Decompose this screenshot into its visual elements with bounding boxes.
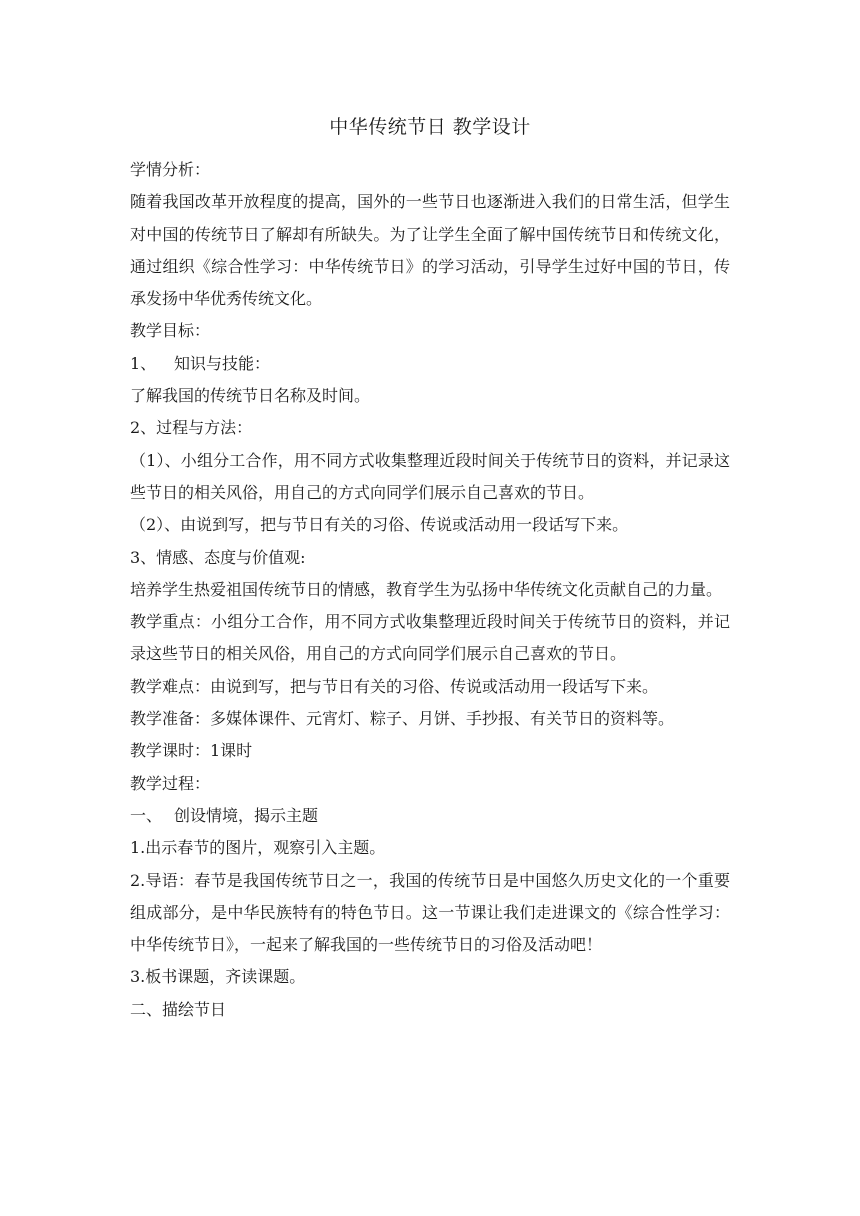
document-body — [130, 154, 730, 1026]
goals-heading: 教学目标： — [130, 321, 211, 341]
preparation-paragraph: 教学准备：多媒体课件、元宵灯、粽子、月饼、手抄报、有关节日的资料等。 — [130, 709, 675, 729]
goal-2-heading: 2、过程与方法： — [130, 418, 253, 438]
document-title: 中华传统节日 教学设计 — [329, 116, 531, 138]
step-1-item-2: 2.导语：春节是我国传统节日之一，我国的传统节日是中国悠久历史文化的一个重要组成部分，是中华民族特有的特色节日。这一节课让我们走进课文的《综合性学习：中华传统节日》，一起来了解我国的一些传统节日的习俗及活动吧！ — [130, 870, 730, 955]
step-1-item-3: 3.板书课题，齐读课题。 — [130, 967, 306, 987]
process-heading: 教学过程： — [130, 773, 211, 793]
step-1-heading — [130, 800, 730, 832]
goal-2-item-2: （2）、由说到写，把与节日有关的习俗、传说或活动用一段话写下来。 — [130, 515, 629, 535]
step-2-heading: 二、描绘节日 — [130, 999, 227, 1019]
step-1-item-1: 1.出示春节的图片，观察引入主题。 — [130, 838, 386, 858]
goal-1-number: 1、 — [130, 353, 157, 373]
goal-3-paragraph: 培养学生热爱祖国传统节日的情感，教育学生为弘扬中华传统文化贡献自己的力量。 — [130, 579, 723, 599]
step-1-number: 一、 — [130, 805, 163, 825]
goal-3-heading: 3、情感、态度与价值观: — [130, 547, 306, 567]
goal-1-heading — [130, 348, 730, 380]
situation-paragraph: 随着我国改革开放程度的提高，国外的一些节日也逐渐进入我们的日常生活，但学生对中国的传统节日了解却有所缺失。为了让学生全面了解中国传统节日和传统文化，通过组织《综合性学习：中华传统节日》的学习活动，引导学生过好中国的节日，传承发扬中华优秀传统文化。 — [130, 192, 730, 309]
hours-paragraph: 教学课时：1课时 — [130, 741, 253, 761]
key-points-paragraph: 教学重点：小组分工合作，用不同方式收集整理近段时间关于传统节日的资料，并记录这些节日的相关风俗，用自己的方式向同学们展示自己喜欢的节日。 — [130, 612, 730, 664]
goal-1-label: 知识与技能： — [174, 353, 271, 373]
step-1-label: 创设情境，揭示主题 — [174, 805, 319, 825]
goal-1-paragraph: 了解我国的传统节日名称及时间。 — [130, 386, 371, 406]
situation-heading: 学情分析： — [130, 160, 211, 179]
difficulties-paragraph: 教学难点：由说到写，把与节日有关的习俗、传说或活动用一段话写下来。 — [130, 676, 659, 696]
goal-2-item-1: （1）、小组分工合作，用不同方式收集整理近段时间关于传统节日的资料，并记录这些节日的相关风俗，用自己的方式向同学们展示自己喜欢的节日。 — [130, 450, 730, 502]
